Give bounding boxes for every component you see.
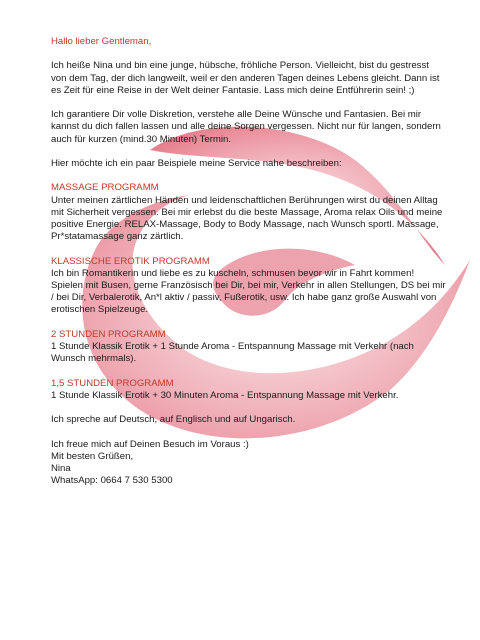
signature-name: Nina — [51, 462, 71, 474]
section-text: Unter meinen zärtlichen Händen und leidenschaftlichen Berührungen wirst du deinen Alltag mit Sicherheit vergessen. Bei mir erlebst du die beste Massage, Aroma relax Oils und meine positive Energie. RELAX-Massage, Body to Body Massage, nach Wunsch sportl. Massage, Pr*statamassage ganz zärtlich. — [51, 194, 443, 243]
section-text: 1 Stunde Klassik Erotik + 1 Stunde Aroma - Entspannung Massage mit Verkehr (nach Wunsch mehrmals). — [51, 340, 414, 365]
section-klassisch — [51, 256, 446, 317]
greeting: Hallo lieber Gentleman, — [51, 36, 152, 47]
section-heading: 2 STUNDEN PROGRAMM — [51, 328, 166, 340]
section-heading: 1,5 STUNDEN PROGRAMM — [51, 377, 174, 389]
closing-salutation: Mit besten Grüßen, — [51, 450, 134, 462]
closing-block — [51, 439, 446, 488]
examples-intro: Hier möchte ich ein paar Beispiele meine Service nahe beschreiben: — [51, 157, 342, 169]
section-text: Ich bin Romantikerin und liebe es zu kuscheln, schmusen bevor wir in Fahrt kommen! Spielen mit Busen, gerne Französisch bei Dir, bei mir, Verkehr in allen Stellungen, DS bei mir / bei Dir, Verbalerotik, An*l aktiv / passiv, Fußerotik, usw. Ich habe ganz große Auswahl von erotischen Spielzeuge. — [51, 267, 446, 316]
section-2h — [51, 329, 446, 366]
section-heading: MASSAGE PROGRAMM — [51, 182, 159, 194]
languages-paragraph: Ich spreche auf Deutsch, auf Englisch und auf Ungarisch. — [51, 414, 296, 426]
letter-body — [51, 36, 446, 500]
guarantee-paragraph: Ich garantiere Dir volle Diskretion, verstehe alle Deine Wünsche und Fantasien. Bei mir kannst du dich fallen lassen und alle deine Sorgen vergessen. Nicht nur für langen, sondern auch für kurzen (mind.30 Minuten) Termin. — [51, 109, 441, 145]
section-heading: KLASSISCHE EROTIK PROGRAMM — [51, 255, 210, 267]
whatsapp-contact: WhatsApp: 0664 7 530 5300 — [51, 475, 173, 487]
closing-line: Ich freue mich auf Deinen Besuch im Voraus :) — [51, 438, 249, 450]
section-massage — [51, 182, 446, 243]
section-text: 1 Stunde Klassik Erotik + 30 Minuten Aroma - Entspannung Massage mit Verkehr. — [51, 389, 399, 401]
intro-paragraph: Ich heiße Nina und bin eine junge, hübsche, fröhliche Person. Vielleicht, bist du gestresst von dem Tag, der dich langweilt, weil er den anderen Tagen deines Lebens gleicht. Dann ist es Zeit für eine Reise in der Welt deiner Fantasie. Lass mich deine Entführerin sein! ;) — [51, 60, 440, 96]
section-1-5h — [51, 378, 446, 402]
